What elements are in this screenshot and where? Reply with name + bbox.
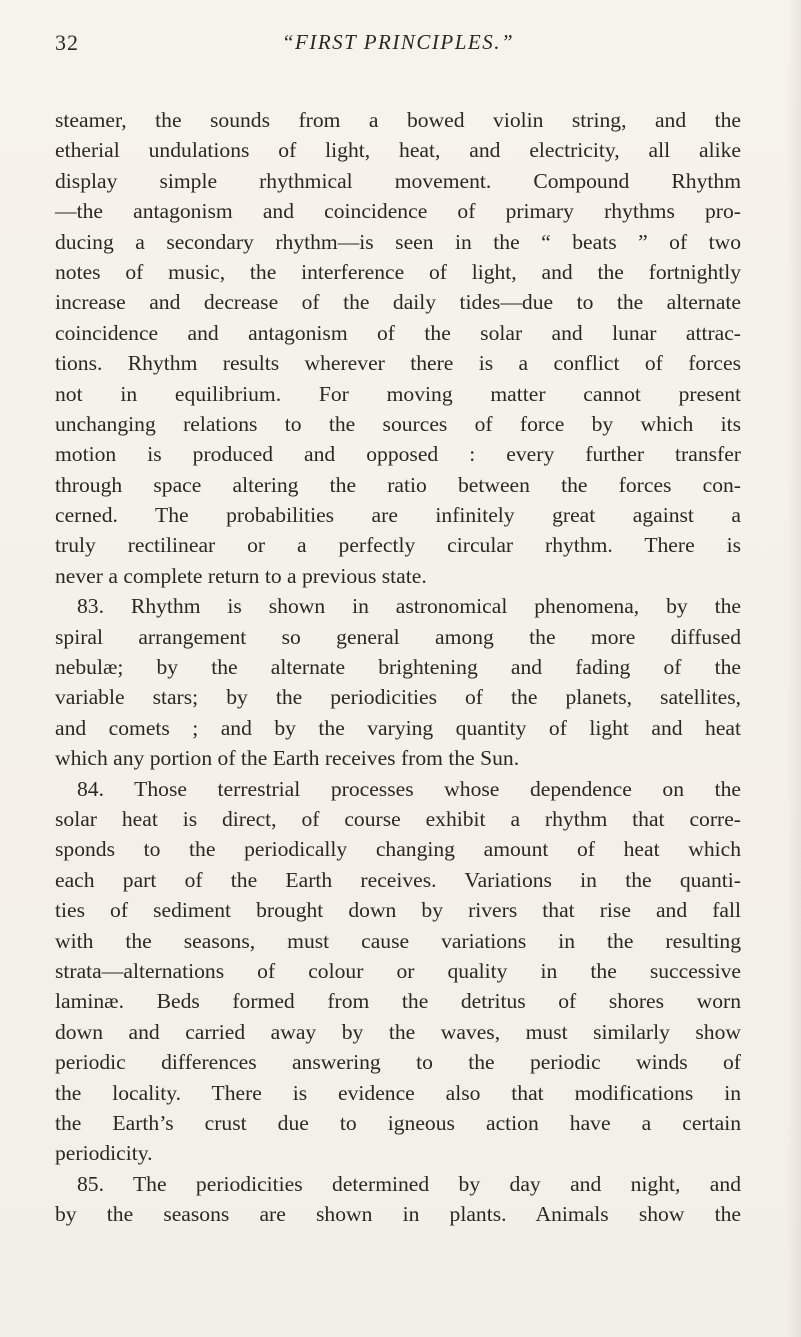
text-line: display simple rhythmical movement. Compound Rhythm (55, 168, 741, 193)
text-line: 84. Those terrestrial processes whose dependence on the (77, 776, 741, 801)
text-line: nebulæ; by the alternate brightening and fading of the (55, 655, 741, 680)
page-edge-shadow (787, 0, 801, 1337)
text-line: 85. The periodicities determined by day and night, and (77, 1171, 741, 1196)
text-line: coincidence and antagonism of the solar and lunar attrac- (55, 320, 741, 345)
text-line: etherial undulations of light, heat, and electricity, all alike (55, 138, 741, 163)
text-line: each part of the Earth receives. Variations in the quanti- (55, 867, 741, 892)
text-line: laminæ. Beds formed from the detritus of shores worn (55, 989, 741, 1014)
text-line: cerned. The probabilities are infinitely great against a (55, 503, 741, 528)
page-header (55, 30, 741, 70)
text-line: motion is produced and opposed : every further transfer (55, 442, 741, 467)
text-line: with the seasons, must cause variations in the resulting (55, 928, 741, 953)
text-line: not in equilibrium. For moving matter cannot present (55, 381, 741, 406)
text-line: ties of sediment brought down by rivers that rise and fall (55, 898, 741, 923)
body-text (55, 105, 741, 1229)
page-number: 32 (55, 30, 79, 55)
text-line: through space altering the ratio between the forces con- (55, 472, 741, 497)
text-line: and comets ; and by the varying quantity of light and heat (55, 715, 741, 740)
text-line: which any portion of the Earth receives from the Sun. (55, 746, 520, 771)
text-line: truly rectilinear or a perfectly circular rhythm. There is (55, 533, 741, 558)
text-line: the Earth’s crust due to igneous action have a certain (55, 1110, 741, 1135)
text-line: ducing a secondary rhythm—is seen in the “ beats ” of two (55, 229, 741, 254)
running-title: “FIRST PRINCIPLES.” (281, 30, 515, 54)
text-line: periodicity. (55, 1141, 153, 1166)
text-line: solar heat is direct, of course exhibit a rhythm that corre- (55, 806, 741, 831)
text-line: variable stars; by the periodicities of the planets, satellites, (55, 685, 741, 710)
text-line: the locality. There is evidence also that modifications in (55, 1080, 741, 1105)
text-line: by the seasons are shown in plants. Animals show the (55, 1202, 741, 1227)
text-line: periodic differences answering to the periodic winds of (55, 1050, 741, 1075)
text-line: never a complete return to a previous state. (55, 563, 427, 588)
text-line: steamer, the sounds from a bowed violin string, and the (55, 108, 741, 132)
text-line: notes of music, the interference of light, and the fortnightly (55, 259, 741, 284)
text-line: —the antagonism and coincidence of primary rhythms pro- (55, 199, 741, 224)
text-line: down and carried away by the waves, must similarly show (55, 1019, 741, 1044)
text-line: unchanging relations to the sources of force by which its (55, 411, 741, 436)
text-line: sponds to the periodically changing amount of heat which (55, 837, 741, 862)
text-line: tions. Rhythm results wherever there is a conflict of forces (55, 351, 741, 376)
text-line: spiral arrangement so general among the more diffused (55, 624, 741, 649)
text-line: 83. Rhythm is shown in astronomical phenomena, by the (77, 594, 741, 619)
text-line: strata—alternations of colour or quality in the successive (55, 958, 741, 983)
text-line: increase and decrease of the daily tides—due to the alternate (55, 290, 741, 315)
